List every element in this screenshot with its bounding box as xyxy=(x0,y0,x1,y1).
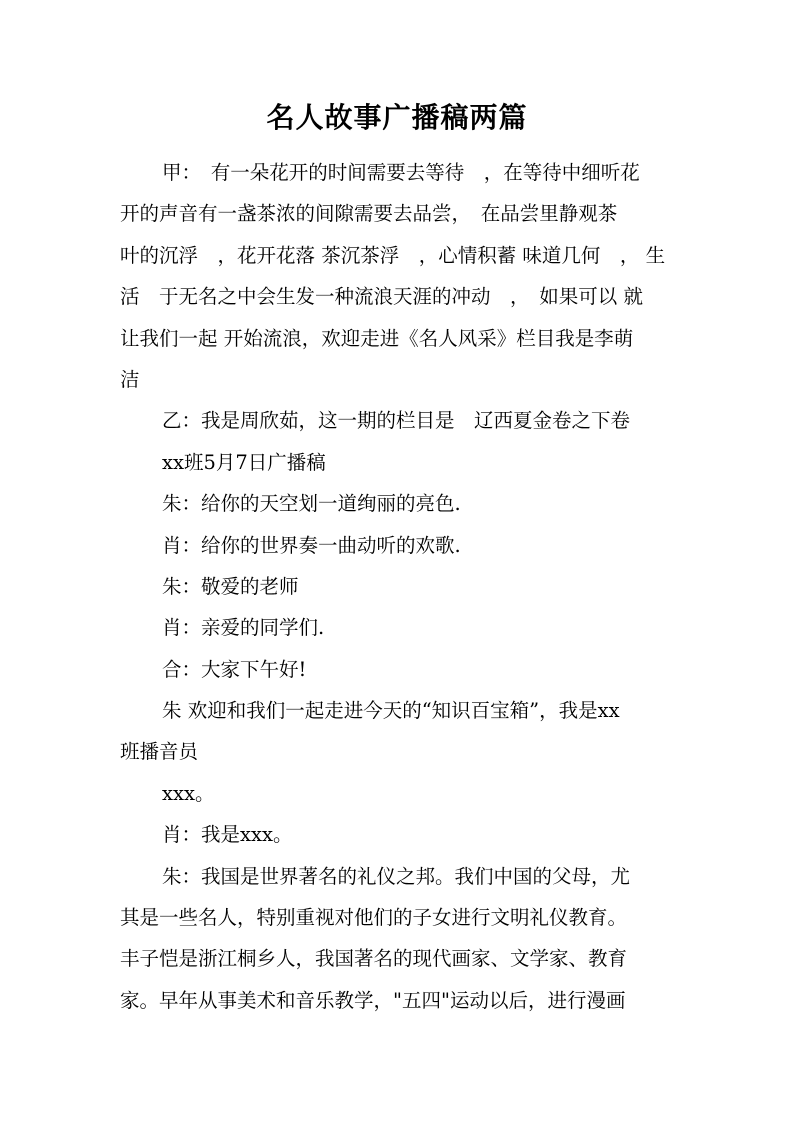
paragraph-line: 朱：我国是世界著名的礼仪之邦。我们中国的父母，尤 xyxy=(162,864,631,888)
paragraph-line: 活 于无名之中会生发一种流浪天涯的冲动 ， 如果可以 就 xyxy=(120,285,643,309)
paragraph-line: 班播音员 xyxy=(120,740,199,764)
paragraph-line: 甲： 有一朵花开的时间需要去等待 ，在等待中细听花 xyxy=(162,161,640,184)
paragraph-line: 让我们一起 开始流浪，欢迎走进《名人风采》栏目我是李萌 xyxy=(120,326,634,350)
paragraph-line: 洁 xyxy=(120,367,140,391)
document-body xyxy=(120,152,676,1021)
paragraph-line: 丰子恺是浙江桐乡人，我国著名的现代画家、文学家、教育 xyxy=(120,947,628,971)
paragraph-line: 家。早年从事美术和音乐教学，"五四"运动以后，进行漫画 xyxy=(120,988,626,1012)
paragraph-line: 合：大家下午好! xyxy=(162,657,307,681)
paragraph-line: 肖：我是xxx。 xyxy=(162,823,293,847)
paragraph-line: 朱：敬爱的老师 xyxy=(162,574,299,598)
paragraph-line: 朱 欢迎和我们一起走进今天的“知识百宝箱”，我是xx xyxy=(162,699,620,723)
paragraph-line: 叶的沉浮 ，花开花落 茶沉茶浮 ，心情积蓄 味道几何 ， 生 xyxy=(120,243,666,267)
paragraph-line: 其是一些名人，特别重视对他们的子女进行文明礼仪教育。 xyxy=(120,906,628,930)
paragraph-line: 肖：亲爱的同学们. xyxy=(162,616,325,640)
paragraph-line: xxx。 xyxy=(162,781,215,805)
paragraph-line: 开的声音有一盏茶浓的间隙需要去品尝， 在品尝里静观茶 xyxy=(120,202,618,226)
document-title: 名人故事广播稿两篇 xyxy=(266,101,528,134)
paragraph-line: 乙：我是周欣茹，这一期的栏目是 辽西夏金卷之下卷 xyxy=(162,409,631,433)
paragraph-line: 朱：给你的天空划一道绚丽的亮色. xyxy=(162,492,461,516)
paragraph-line: 肖：给你的世界奏一曲动听的欢歌. xyxy=(162,533,461,557)
paragraph-line: xx班5月7日广播稿 xyxy=(162,450,326,474)
